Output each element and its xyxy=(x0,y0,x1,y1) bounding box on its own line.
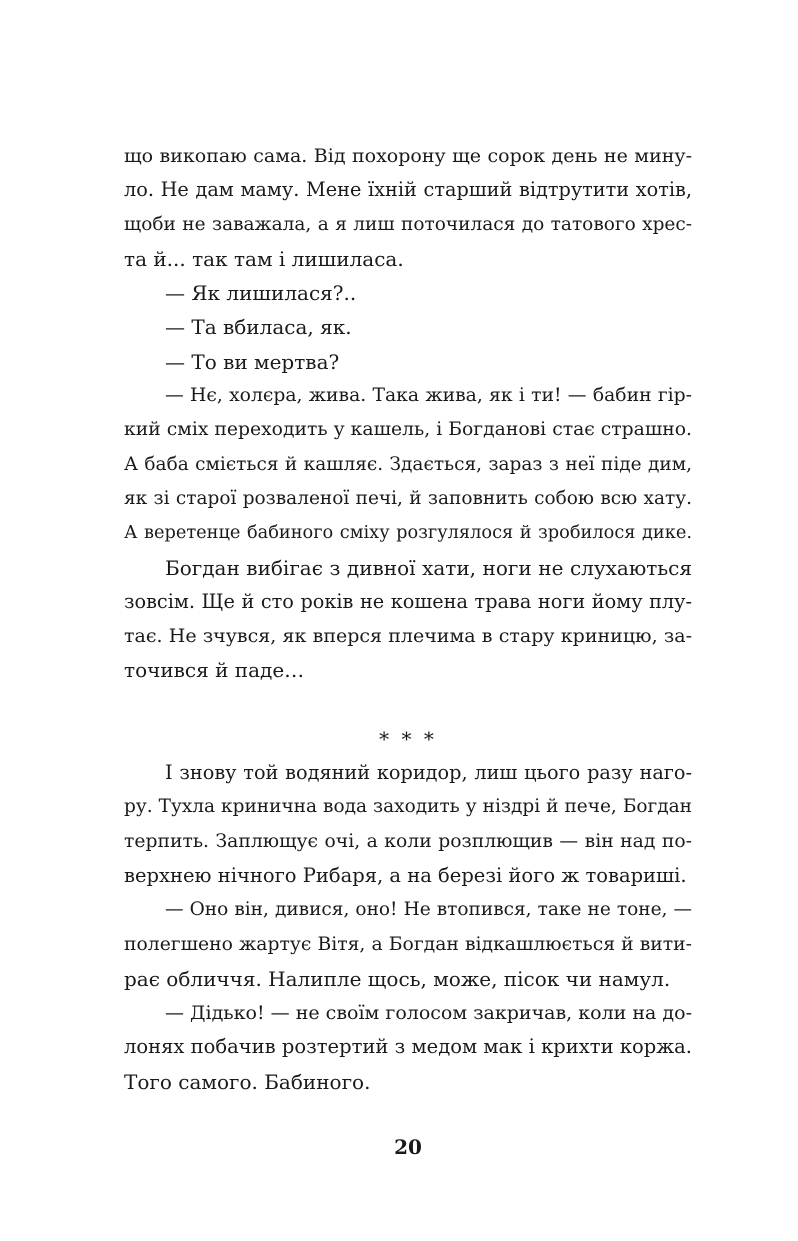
text-line: — Як лишилася?.. xyxy=(165,281,357,306)
paragraph xyxy=(124,756,692,893)
text-line: терпить. Заплющує очі, а коли розплющив — він над по- xyxy=(124,830,692,852)
text-line: І знову той водяний коридор, лиш цього разу наго- xyxy=(165,761,692,785)
section-separator: * * * xyxy=(379,726,437,751)
text-line: ру. Тухла кринична вода заходить у ніздрі й пече, Богдан xyxy=(124,796,692,818)
text-line: що викопаю сама. Від похорону ще сорок день не мину- xyxy=(124,145,692,167)
page-body xyxy=(124,139,692,1099)
paragraph xyxy=(124,379,692,550)
text-line: Богдан вибігає з дивної хати, ноги не слухаються xyxy=(165,555,692,580)
paragraph xyxy=(124,310,692,344)
text-line: щоби не заважала, а я лиш поточилася до татового хрес- xyxy=(124,213,692,235)
paragraph xyxy=(124,276,692,310)
text-line: полегшено жартує Вітя, а Богдан відкашлюється й вити- xyxy=(124,933,692,955)
text-line: верхнею нічного Рибаря, а на березі його ж товариші. xyxy=(124,863,687,887)
text-line: — Оно він, дивися, оно! Не втопився, таке не тоне, — xyxy=(165,899,692,921)
text-line: — Та вбиласа, як. xyxy=(165,315,352,340)
text-line: — Дідько! — не своїм голосом закричав, коли на до- xyxy=(165,1002,692,1025)
text-line: — То ви мертва? xyxy=(165,349,340,374)
text-line: тає. Не зчувся, як вперся плечима в стару криницю, за- xyxy=(124,625,692,648)
paragraph xyxy=(124,551,692,688)
text-line: А баба сміється й кашляє. Здається, зараз з неї піде дим, xyxy=(124,453,692,475)
text-line: рає обличчя. Налипле щось, може, пісок чи намул. xyxy=(124,966,671,991)
text-line: точився й паде… xyxy=(124,658,305,683)
text-line: Того самого. Бабиного. xyxy=(124,1069,371,1094)
text-line: лонях побачив розтертий з медом мак і крихти коржа. xyxy=(124,1035,692,1059)
text-line: А веретенце бабиного сміху розгулялося й зробилося дике. xyxy=(124,523,692,544)
paragraph xyxy=(124,996,692,1099)
text-line: кий сміх переходить у кашель, і Богданові стає страшно. xyxy=(124,419,692,441)
page-number: 20 xyxy=(394,1135,422,1159)
text-line: ло. Не дам маму. Мене їхній старший відтрутити хотів, xyxy=(124,178,692,202)
text-line: як зі старої розваленої печі, й заповнить собою всю хату. xyxy=(124,487,692,509)
paragraph xyxy=(124,139,692,276)
text-line: — Нє, холєра, жива. Така жива, як і ти! — бабин гір- xyxy=(165,385,692,407)
paragraph xyxy=(124,345,692,379)
text-line: зовсім. Ще й сто років не кошена трава ноги йому плу- xyxy=(124,589,692,613)
paragraph xyxy=(124,893,692,996)
section-gap xyxy=(124,688,692,722)
text-line: та й... так там і лишиласа. xyxy=(124,246,404,271)
